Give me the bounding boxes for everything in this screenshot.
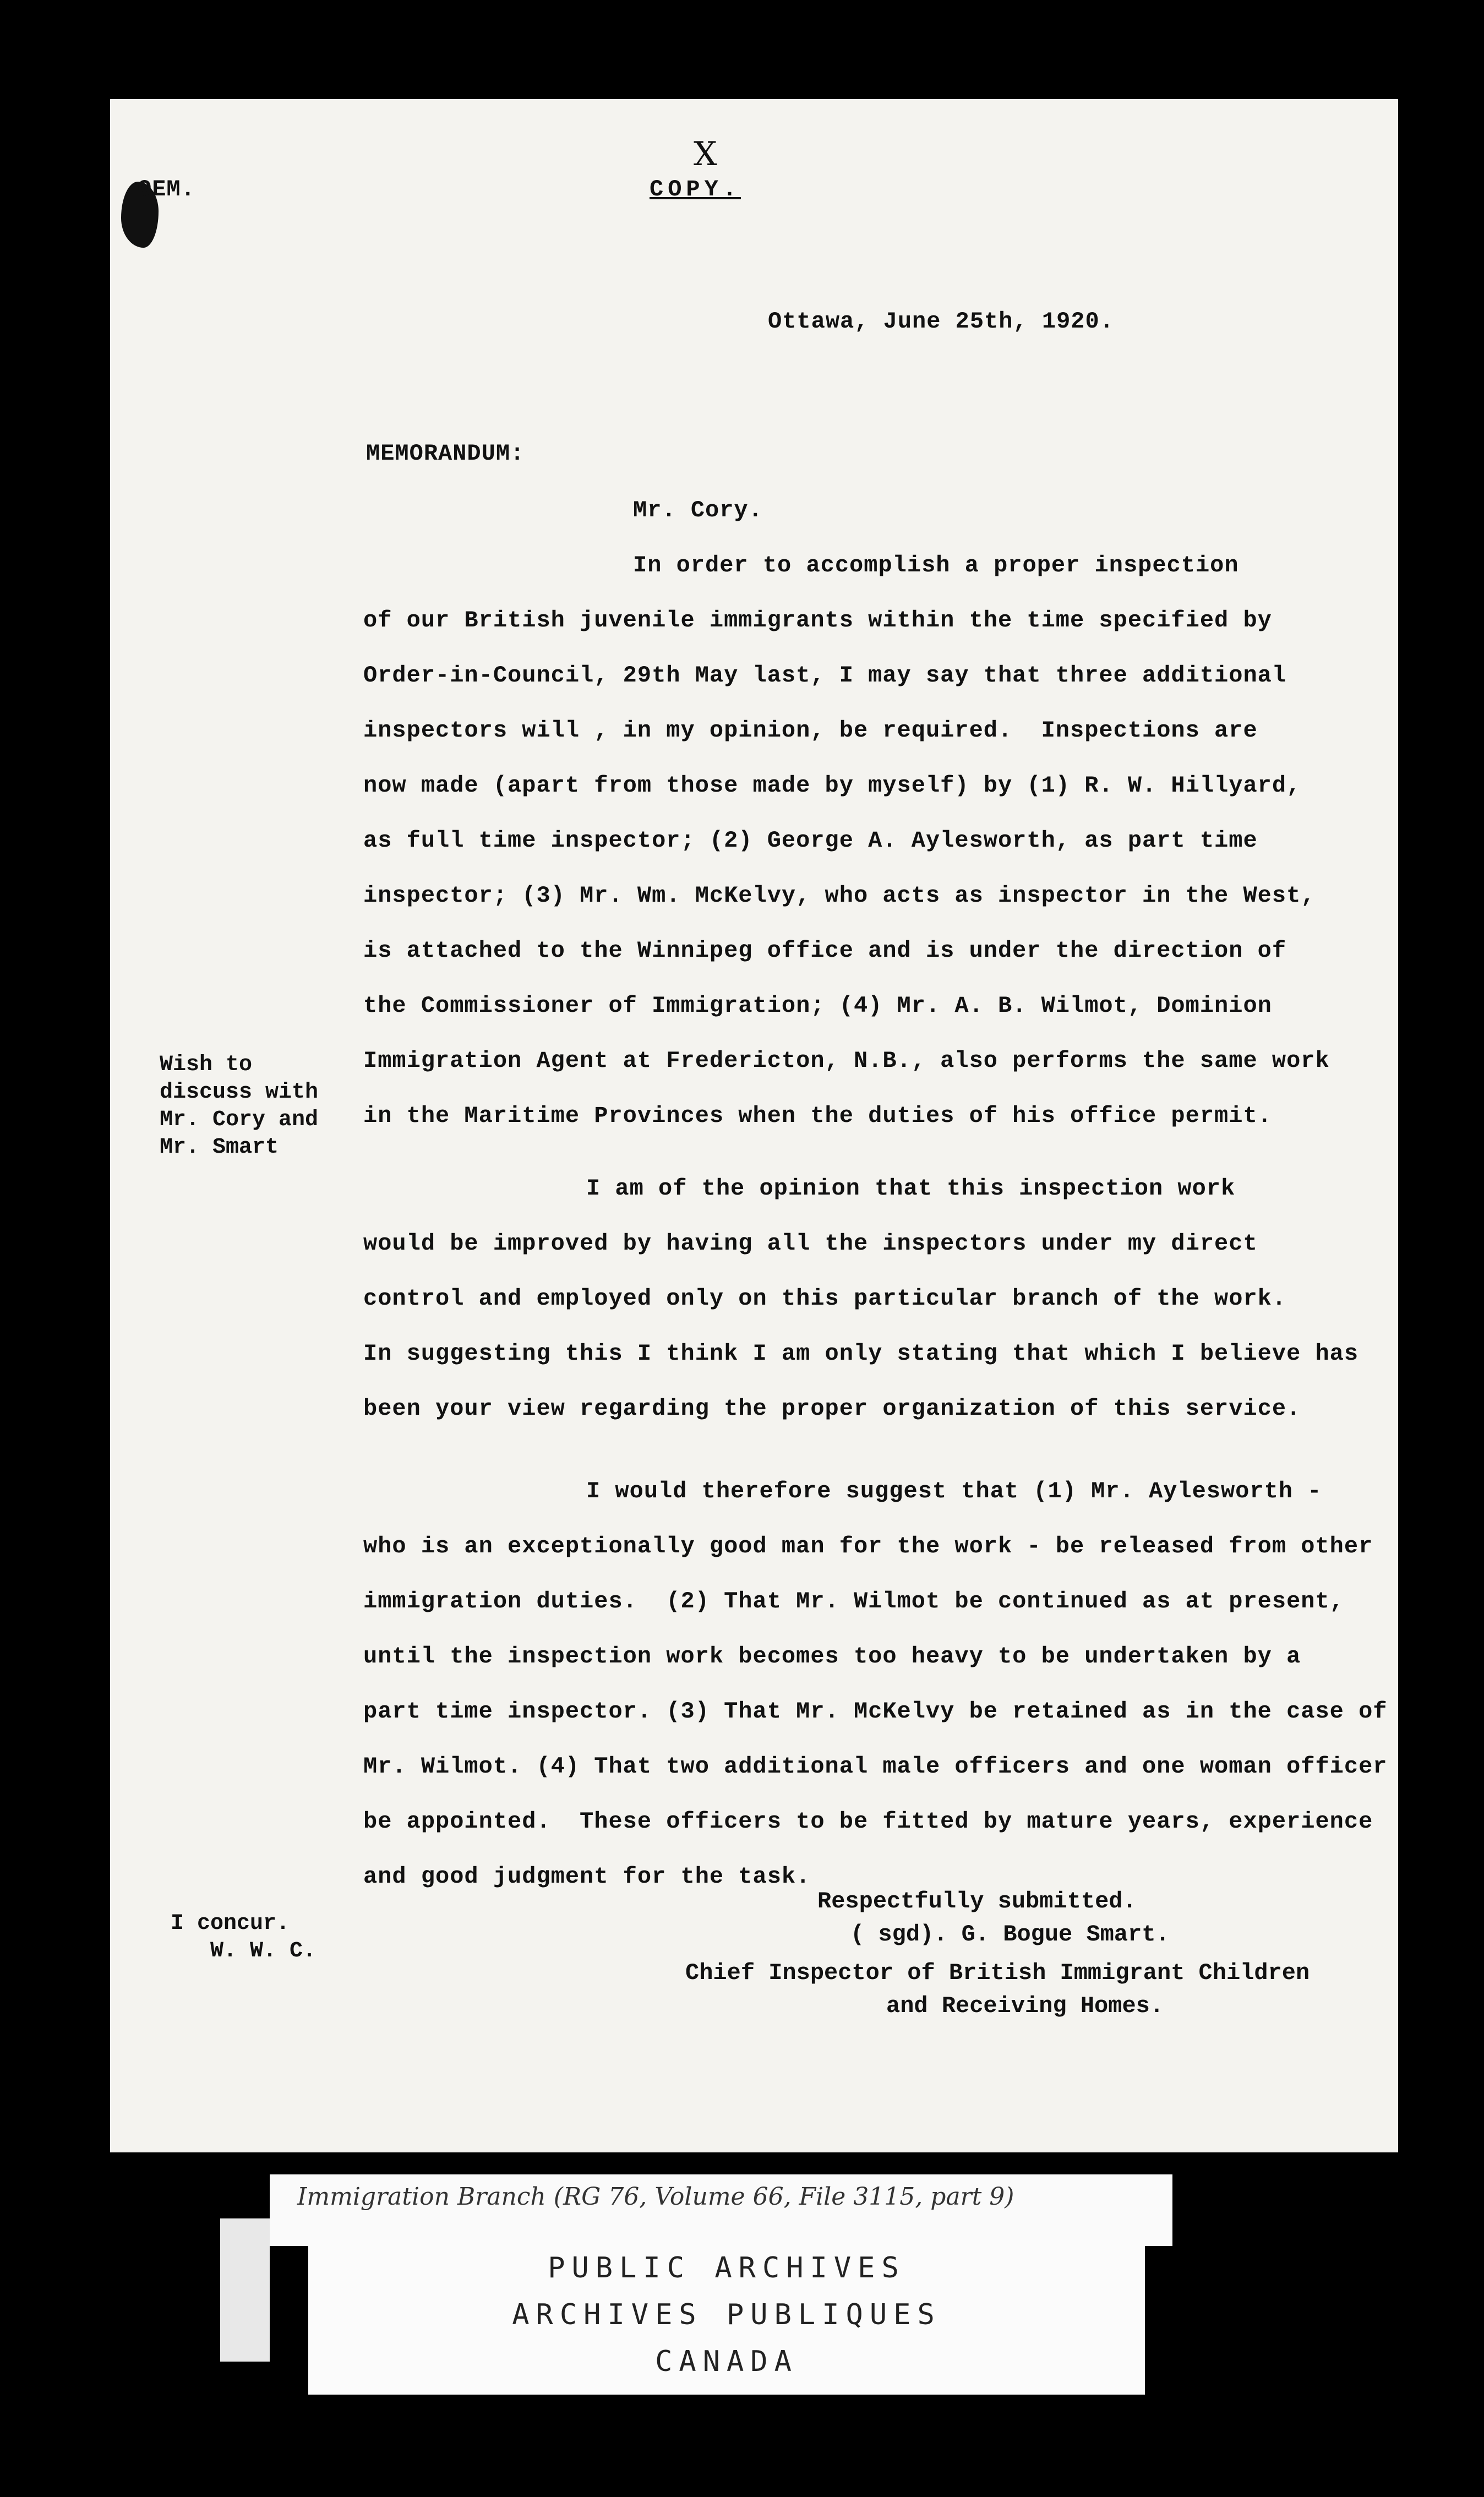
body-line: immigration duties. (2) That Mr. Wilmot be continued as at present,: [363, 1588, 1344, 1615]
addressee: Mr. Cory.: [633, 497, 763, 524]
body-line: and good judgment for the task.: [363, 1863, 811, 1890]
body-line: the Commissioner of Immigration; (4) Mr. A. B. Wilmot, Dominion: [363, 993, 1272, 1019]
archives-line-fr: ARCHIVES PUBLIQUES: [512, 2298, 941, 2331]
body-line: now made (apart from those made by myself) by (1) R. W. Hillyard,: [363, 772, 1301, 799]
body-line: been your view regarding the proper organization of this service.: [363, 1395, 1301, 1422]
body-line: part time inspector. (3) That Mr. McKelvy be retained as in the case of: [363, 1698, 1388, 1725]
margin-note-concur: I concur. W. W. C.: [171, 1911, 317, 1964]
body-line: Mr. Wilmot. (4) That two additional male officers and one woman officer: [363, 1753, 1388, 1780]
body-line: I am of the opinion that this inspection work: [586, 1175, 1236, 1202]
signature-title: Chief Inspector of British Immigrant Children: [685, 1960, 1310, 1986]
body-line: as full time inspector; (2) George A. Aylesworth, as part time: [363, 827, 1258, 854]
archives-line-en: PUBLIC ARCHIVES: [548, 2251, 905, 2285]
handwritten-mark: X: [694, 135, 717, 173]
file-code: OEM.: [138, 176, 195, 203]
margin-note-discuss: Wish to discuss with Mr. Cory and Mr. Smart: [160, 1053, 319, 1160]
signature-title-2: and Receiving Homes.: [886, 1993, 1164, 2019]
body-line: Order-in-Council, 29th May last, I may say that three additional: [363, 662, 1287, 689]
dateline: Ottawa, June 25th, 1920.: [768, 308, 1114, 335]
archives-line-country: CANADA: [655, 2345, 798, 2378]
body-line: is attached to the Winnipeg office and is under the direction of: [363, 937, 1287, 964]
copy-heading: COPY.: [650, 176, 741, 203]
closing: Respectfully submitted.: [817, 1888, 1137, 1915]
body-line: in the Maritime Provinces when the duties of his office permit.: [363, 1103, 1272, 1129]
signature-name: ( sgd). G. Bogue Smart.: [850, 1921, 1170, 1948]
memo-heading: MEMORANDUM:: [366, 440, 525, 467]
body-line: be appointed. These officers to be fitted by mature years, experience: [363, 1808, 1373, 1835]
body-line: until the inspection work becomes too heavy to be undertaken by a: [363, 1643, 1301, 1670]
body-line: Immigration Agent at Fredericton, N.B., also performs the same work: [363, 1048, 1330, 1074]
body-line: In order to accomplish a proper inspection: [633, 552, 1239, 579]
archive-reference: Immigration Branch (RG 76, Volume 66, File 3115, part 9): [297, 2183, 1014, 2211]
body-line: inspector; (3) Mr. Wm. McKelvy, who acts as inspector in the West,: [363, 882, 1316, 909]
body-line: I would therefore suggest that (1) Mr. Aylesworth -: [586, 1478, 1322, 1504]
body-line: would be improved by having all the inspectors under my direct: [363, 1230, 1258, 1257]
body-line: who is an exceptionally good man for the work - be released from other: [363, 1533, 1373, 1560]
archives-stamp: [308, 2240, 1145, 2395]
body-line: control and employed only on this particular branch of the work.: [363, 1285, 1287, 1312]
body-line: of our British juvenile immigrants within the time specified by: [363, 607, 1272, 634]
paper-scrap: [220, 2218, 270, 2362]
body-line: In suggesting this I think I am only stating that which I believe has: [363, 1340, 1359, 1367]
body-line: inspectors will , in my opinion, be required. Inspections are: [363, 717, 1258, 744]
